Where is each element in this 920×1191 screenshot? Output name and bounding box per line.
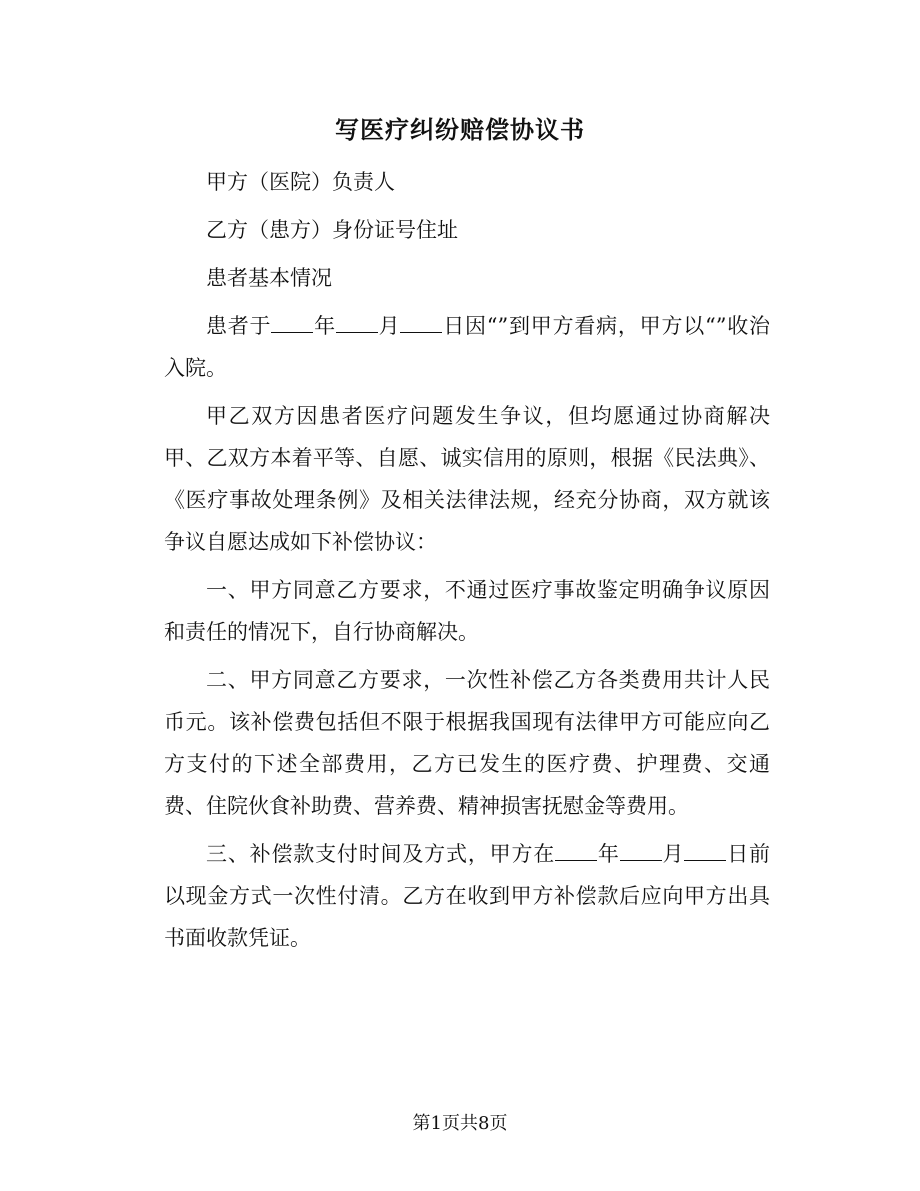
admission-text-3: 月 [377, 314, 401, 338]
admission-text-4: 日因“”到甲方看病，甲方以“”收治入院。 [164, 314, 771, 380]
party-b-line: 乙方（患方）身份证号住址 [206, 218, 458, 242]
admission-text-2: 年 [313, 314, 336, 338]
clause-3-text-1: 三、补偿款支付时间及方式，甲方在 [206, 842, 556, 866]
admission-text-1: 患者于 [206, 314, 272, 338]
party-a-line: 甲方（医院）负责人 [206, 170, 395, 194]
patient-info-line: 患者基本情况 [206, 266, 332, 290]
day-blank [400, 312, 442, 333]
month-blank [336, 312, 378, 333]
clause-3-text-3: 月 [661, 842, 685, 866]
admission-paragraph [164, 305, 770, 389]
clause-3-text-4: 日前以现金方式一次性付清。乙方在收到甲方补偿款后应向甲方出具书面收款凭证。 [164, 842, 771, 950]
clause-2-paragraph: 二、甲方同意乙方要求，一次性补偿乙方各类费用共计人民币元。该补偿费包括但不限于根据我国现有法律甲方可能应向乙方支付的下述全部费用，乙方已发生的医疗费、护理费、交通费、住院伙食补助费、营养费、精神损害抚慰金等费用。 [164, 668, 770, 818]
intro-paragraph: 甲乙双方因患者医疗问题发生争议，但均愿通过协商解决甲、乙双方本着平等、自愿、诚实信用的原则，根据《民法典》、《医疗事故处理条例》及相关法律法规，经充分协商，双方就该争议自愿达成如下补偿协议： [164, 404, 770, 554]
year-blank [271, 312, 313, 333]
document-title: 写医疗纠纷赔偿协议书 [335, 115, 585, 144]
document-body [164, 161, 770, 965]
payment-month-blank [620, 840, 662, 861]
clause-3-text-2: 年 [597, 842, 620, 866]
payment-year-blank [555, 840, 597, 861]
clause-1-paragraph: 一、甲方同意乙方要求，不通过医疗事故鉴定明确争议原因和责任的情况下，自行协商解决。 [164, 578, 770, 644]
clause-3-paragraph [164, 833, 770, 959]
page-number: 第1页共8页 [412, 1113, 508, 1134]
payment-day-blank [684, 840, 726, 861]
